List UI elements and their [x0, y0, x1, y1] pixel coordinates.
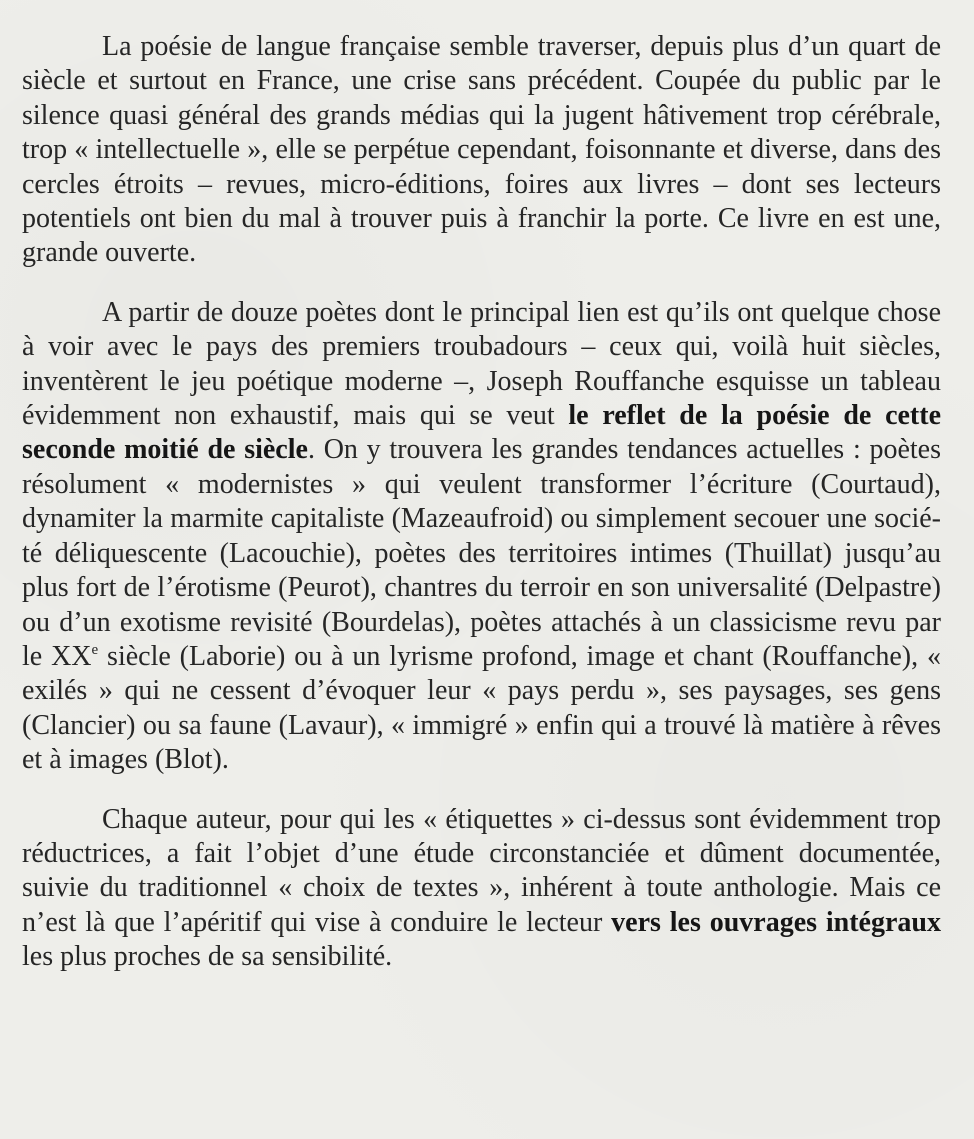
century-superscript: e: [91, 641, 99, 658]
paragraph-3-bold-phrase: vers les ouvrages intégraux: [611, 906, 941, 938]
paragraph-3-text-a: Chaque auteur, pour qui les « étiquettes » ci-dessus sont évidemment trop réductrices, a fait l’objet d’une étude circonstanciée et dûment documentée, suivie du traditionnel « choix de textes », inhérent à toute anthologie. Mais ce n’est là que l’apéritif qui vise à conduire le lecteur: [22, 803, 941, 938]
paragraph-3-text-b: les plus proches de sa sensibilité.: [22, 941, 393, 973]
paragraph-2-text-a: A partir de douze poètes dont le principal lien est qu’ils ont quelque chose à voir avec le pays des premiers troubadours – ceux qui, voilà huit siècles, inventèrent le jeu poétique moderne –, Joseph Rouffanche esquisse un tableau évidemment non exhaustif, mais qui se veut: [22, 296, 941, 432]
paragraph-3: [22, 803, 941, 975]
paragraph-2: [22, 296, 941, 778]
paragraph-2-text-b: . On y trouvera les grandes tendances actuelles : poètes résolument « modernistes » qui veulent transformer l’écriture (Courtaud), dynamiter la marmite capitaliste (Mazeaufroid) ou simplement secouer une société déliquescente (Lacouchie), poètes des territoires intimes (Thuillat) jusqu’au plus fort de l’érotisme (Peurot), chantres du terroir en son universalité (Delpastre) ou d’un exotisme revisité (Bourdelas), poètes attachés à un classicisme revu par le XX: [22, 434, 942, 672]
paragraph-2-text-c: siècle (Laborie) ou à un lyrisme profond, image et chant (Rouffanche), « exilés » qui ne cessent d’évoquer leur « pays perdu », ses paysages, ses gens (Clancier) ou sa faune (Lavaur), « immigré » enfin qui a trouvé là matière à rêves et à images (Blot).: [22, 640, 941, 776]
paragraph-1-text: La poésie de langue française semble traverser, depuis plus d’un quart de siècle et surtout en France, une crise sans précédent. Coupée du public par le silence quasi général des grands médias qui la jugent hâtivement trop cérébrale, trop « intellectuelle », elle se perpétue cependant, foisonnante et diverse, dans des cercles étroits – revues, micro-éditions, foires aux livres – dont ses lecteurs potentiels ont bien du mal à trouver puis à franchir la porte. Ce livre en est une, grande ouverte.: [22, 31, 941, 269]
document-page: [22, 30, 941, 975]
paragraph-2-bold-phrase: le reflet de la poésie de cette seconde moitié de siècle: [22, 400, 942, 466]
paragraph-1: [22, 30, 941, 271]
